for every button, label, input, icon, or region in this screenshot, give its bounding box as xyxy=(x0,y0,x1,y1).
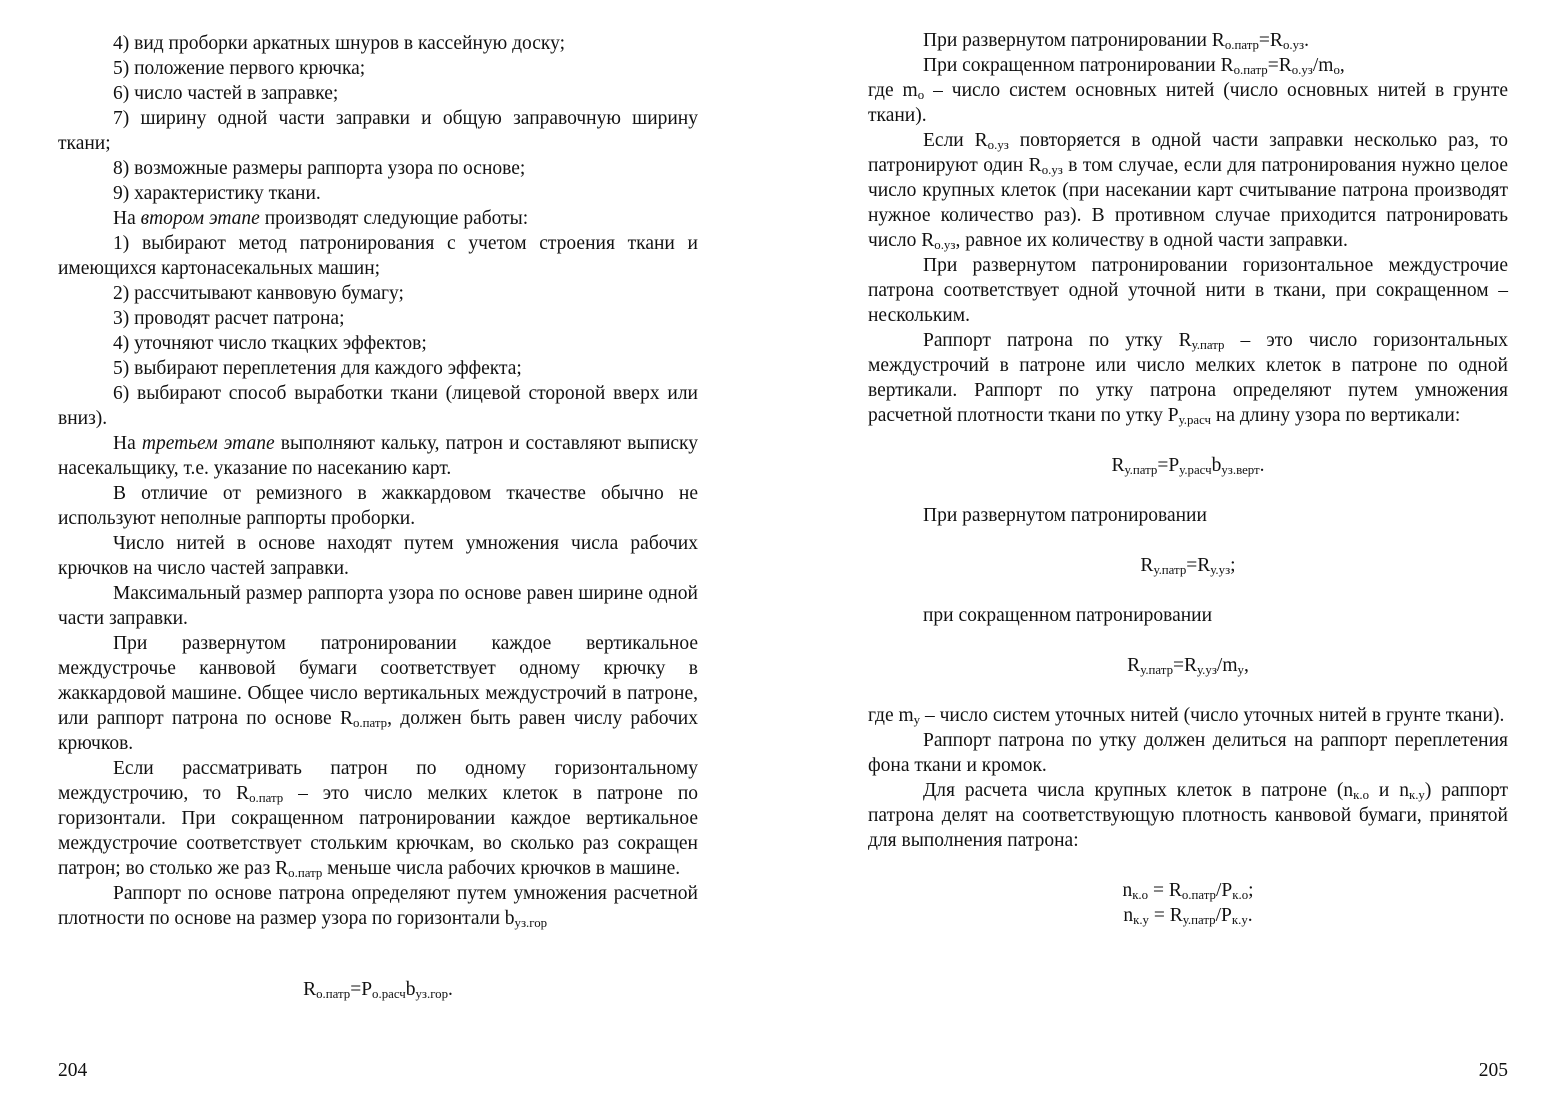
formula-cells-weft: $n_{к.у} = R_{у.патр}/P_{к.у}$. xyxy=(1123,905,1253,928)
list-item: 6) число частей в заправке; xyxy=(113,83,339,104)
formula-rapport-warp: $R_{о.патр}=P_{о.расч}b_{уз.гор}$. xyxy=(303,979,453,1002)
list-item: 4) вид проборки аркатных шнуров в кассейную доску; xyxy=(113,33,566,54)
page-left xyxy=(58,0,698,1119)
paragraph-where-mo: где $m_о$ – число систем основных нитей (число основных нитей в грунте ткани). xyxy=(868,80,1508,126)
paragraph-repeat: Если $R_{о.уз}$ повторяется в одной части заправки несколько раз, то патронируют один $R_{о.уз}$ в том случае, если для патронирования нужно целое число крупных клеток (при насекании карт считывание патрона производят нужное количество раз). В противном случае приходится патронировать число $R_{о.уз}$, равное их количеству в одной части заправки. xyxy=(868,130,1508,253)
formula-weft-expanded: $R_{у.патр}=R_{у.уз}$; xyxy=(1140,555,1236,578)
paragraph-reduced-weft: при сокращенном патронировании xyxy=(923,605,1213,626)
page-right-text xyxy=(868,28,1508,928)
paragraph-expanded-weft: При развернутом патронировании xyxy=(923,505,1207,526)
list-item: 5) положение первого крючка; xyxy=(113,58,366,79)
list-item: 8) возможные размеры раппорта узора по основе; xyxy=(113,158,526,179)
paragraph-divide: Раппорт патрона по утку должен делиться на раппорт переплетения фона ткани и кромок. xyxy=(868,730,1508,776)
paragraph-max-size: Максимальный размер раппорта узора по основе равен ширине одной части заправки. xyxy=(58,583,698,629)
paragraph-weft-rapport: Раппорт патрона по утку $R_{у.патр}$ – это число горизонтальных междустрочий в патроне или число мелких клеток в патроне по одной вертикали. Раппорт по утку патрона определяют путем умножения расчетной плотности ткани по утку $P_{у.расч}$ на длину узора по вертикали: xyxy=(868,330,1508,428)
formula-cells-warp: $n_{к.о} = R_{о.патр}/P_{к.о}$; xyxy=(1122,880,1254,903)
paragraph-threads: Число нитей в основе находят путем умножения числа рабочих крючков на число частей заправки. xyxy=(58,533,698,579)
list-item: 5) выбирают переплетения для каждого эффекта; xyxy=(113,358,522,379)
formula-weft-reduced: $R_{у.патр}=R_{у.уз}/m_у$, xyxy=(1127,655,1249,678)
paragraph-expanded: При развернутом патронировании каждое вертикальное междустрочье канвовой бумаги соответствует одному крючку в жаккардовой машине. Общее число вертикальных междустрочий в патроне, или раппорт патрона по основе $R_{о.патр}$, должен быть равен числу рабочих крючков. xyxy=(58,633,698,754)
emphasis: третьем этапе xyxy=(141,433,275,454)
page-number: 204 xyxy=(58,1060,88,1081)
list-item: 6) выбирают способ выработки ткани (лицевой стороной вверх или вниз). xyxy=(58,383,698,429)
page-right xyxy=(868,0,1508,1119)
paragraph-stage-three: На третьем этапе выполняют кальку, патрон и составляют выписку насекальщику, т.е. указание по насеканию карт. xyxy=(58,433,698,479)
paragraph-horizontal: Если рассматривать патрон по одному горизонтальному междустрочию, то $R_{о.патр}$ – это число мелких клеток в патроне по горизонтали. При сокращенном патронировании каждое вертикальное междустрочие соответствует стольким крючкам, во сколько раз сокращен патрон; во столько же раз $R_{о.патр}$ меньше числа рабочих крючков в машине. xyxy=(58,758,699,881)
paragraph-large-cells: Для расчета числа крупных клеток в патроне ($n_{к.о}$ и $n_{к.у}$) раппорт патрона делят на соответствующую плотность канвовой бумаги, принятой для выполнения патрона: xyxy=(868,780,1509,851)
list-item: 2) рассчитывают канвовую бумагу; xyxy=(113,283,404,304)
list-item: 3) проводят расчет патрона; xyxy=(113,308,345,329)
list-item: 4) уточняют число ткацких эффектов; xyxy=(113,333,427,354)
paragraph-rapport: Раппорт по основе патрона определяют путем умножения расчетной плотности по основе на размер узора по горизонтали $b_{уз.гор}$ xyxy=(58,883,698,931)
emphasis: втором этапе xyxy=(140,208,260,229)
paragraph-horizontal-rows: При развернутом патронировании горизонтальное междустрочие патрона соответствует одной уточной нити в ткани, при сокращенном – нескольким. xyxy=(868,255,1508,326)
list-item: 1) выбирают метод патронирования с учетом строения ткани и имеющихся картонасекальных машин; xyxy=(58,233,698,279)
formula-line-reduced: При сокращенном патронировании $R_{о.патр}=R_{о.уз}/m_о$, xyxy=(923,55,1345,78)
formula-weft: $R_{у.патр}=P_{у.расч}b_{уз.верт}$. xyxy=(1111,455,1265,478)
list-item: 7) ширину одной части заправки и общую заправочную ширину ткани; xyxy=(58,108,698,154)
formula-line-expanded: При развернутом патронировании $R_{о.патр}=R_{о.уз}$. xyxy=(923,30,1309,53)
paragraph-remiz: В отличие от ремизного в жаккардовом ткачестве обычно не используют неполные раппорты проборки. xyxy=(58,483,698,529)
page-left-text xyxy=(58,31,698,1002)
paragraph-stage-two: На втором этапе производят следующие работы: xyxy=(113,208,529,229)
list-item: 9) характеристику ткани. xyxy=(113,183,321,204)
page-number: 205 xyxy=(1478,1060,1508,1081)
paragraph-where-my: где $m_у$ – число систем уточных нитей (число уточных нитей в грунте ткани). xyxy=(868,705,1505,728)
